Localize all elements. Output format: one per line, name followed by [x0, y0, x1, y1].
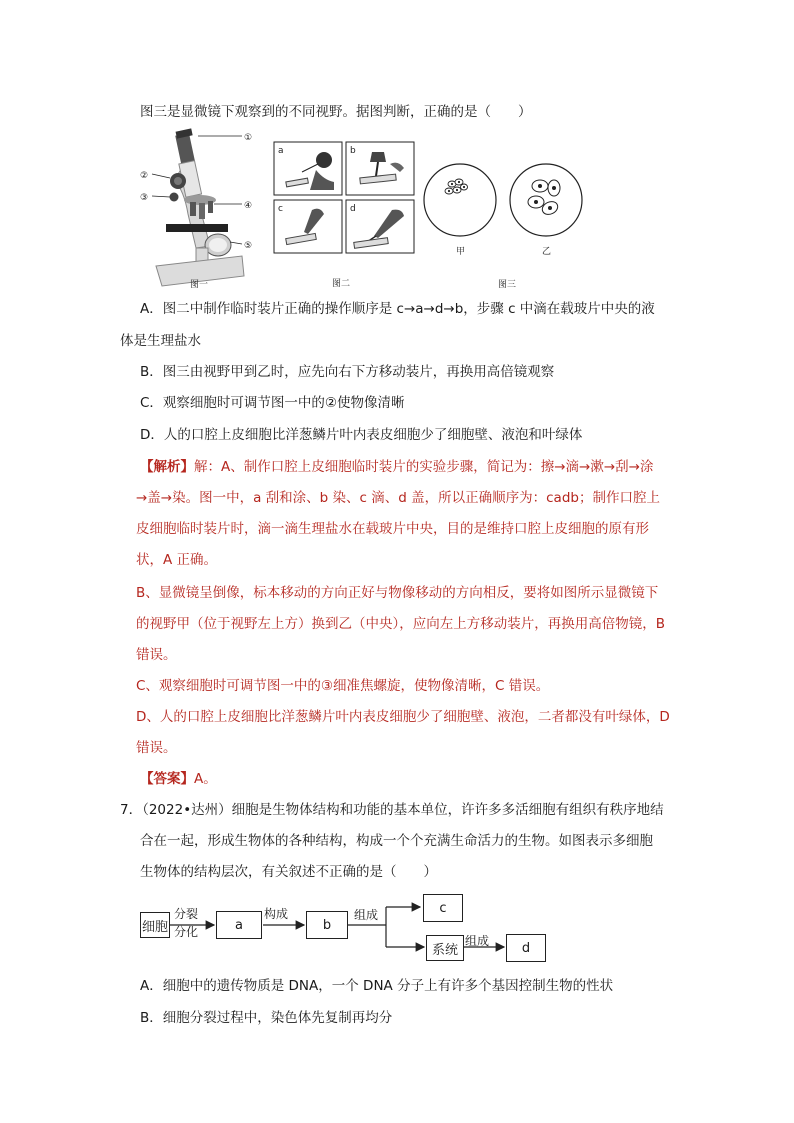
- q7-stem-line1: 7．（2022•达州）细胞是生物体结构和功能的基本单位，许许多多活细胞有组织有秩序地结: [120, 802, 664, 818]
- option-a-line2: 体是生理盐水: [120, 333, 201, 349]
- panel-b-label: b: [350, 146, 356, 156]
- fig1-caption: 图一: [190, 280, 209, 290]
- answer-value: A。: [194, 771, 217, 787]
- answer-tag: 【答案】: [140, 771, 194, 787]
- analysis-line7: 错误。: [136, 647, 177, 663]
- analysis-line3: 皮细胞临时装片时，滴一滴生理盐水在载玻片中央，目的是维持口腔上皮细胞的原有形: [136, 521, 649, 537]
- q7-stem-line2: 合在一起，形成生物体的各种结构，构成一个个充满生命活力的生物。如图表示多细胞: [140, 833, 653, 849]
- system-box: 系统: [426, 935, 464, 961]
- option-b: B．图三由视野甲到乙时，应先向右下方移动装片，再换用高倍镜观察: [140, 364, 555, 380]
- q7-stem-line3: 生物体的结构层次，有关叙述不正确的是（ ）: [140, 864, 437, 880]
- panel-a-label: a: [278, 146, 284, 156]
- q7-option-a: A．细胞中的遗传物质是 DNA，一个 DNA 分子上有许多个基因控制生物的性状: [140, 978, 614, 994]
- marker-3: ③: [140, 193, 149, 203]
- differentiate-label: 分化: [174, 925, 199, 939]
- option-d: D．人的口腔上皮细胞比洋葱鳞片叶内表皮细胞少了细胞壁、液泡和叶绿体: [140, 427, 583, 443]
- analysis-tag: 【解析】: [140, 459, 194, 475]
- box-d: d: [506, 934, 546, 962]
- compose-label-2: 组成: [465, 934, 490, 948]
- microscope-figure: [138, 128, 260, 290]
- analysis-line9: D、人的口腔上皮细胞比洋葱鳞片叶内表皮细胞少了细胞壁、液泡，二者都没有叶绿体，D: [136, 709, 670, 725]
- slide-preparation-figure: [272, 140, 418, 290]
- analysis-line10: 错误。: [136, 740, 177, 756]
- analysis-line5: B、显微镜呈倒像，标本移动的方向正好与物像移动的方向相反，要将如图所示显微镜下: [136, 585, 659, 601]
- box-a: a: [216, 911, 262, 939]
- microscope-views-figure: [422, 160, 584, 290]
- question-stem: 图三是显微镜下观察到的不同视野。据图判断，正确的是（ ）: [140, 104, 532, 120]
- view-jia-label: 甲: [456, 247, 466, 257]
- compose-label-1: 组成: [354, 908, 379, 922]
- cell-box: 细胞: [140, 912, 170, 938]
- box-b: b: [306, 911, 348, 939]
- analysis-line1: 【解析】解：A、制作口腔上皮细胞临时装片的实验步骤，简记为：擦→滴→漱→刮→涂: [140, 459, 654, 475]
- answer-line: [140, 770, 217, 788]
- analysis-line6: 的视野甲（位于视野左上方）换到乙（中央），应向左上方移动装片，再换用高倍物镜，B: [136, 616, 666, 632]
- box-c: c: [423, 894, 463, 922]
- analysis-line2: →盖→染。图一中，a 刮和涂、b 染、c 滴、d 盖，所以正确顺序为：cadb；制作口腔上: [136, 490, 660, 506]
- fig3-caption: 图三: [498, 280, 517, 290]
- view-yi-label: 乙: [542, 247, 552, 257]
- panel-d-label: d: [350, 204, 356, 214]
- q7-option-b: B．细胞分裂过程中，染色体先复制再均分: [140, 1010, 393, 1026]
- marker-2: ②: [140, 171, 149, 181]
- form-label: 构成: [264, 907, 289, 921]
- panel-c-label: c: [278, 204, 283, 214]
- fig2-caption: 图二: [332, 279, 351, 289]
- option-c: C．观察细胞时可调节图一中的②使物像清晰: [140, 395, 405, 411]
- split-label: 分裂: [174, 907, 199, 921]
- marker-4: ④: [244, 201, 253, 211]
- marker-1: ①: [244, 133, 253, 143]
- analysis-line8: C、观察细胞时可调节图一中的③细准焦螺旋，使物像清晰，C 错误。: [136, 678, 550, 694]
- analysis-line4: 状，A 正确。: [136, 552, 218, 568]
- marker-5: ⑤: [244, 241, 253, 251]
- option-a-line1: A．图二中制作临时装片正确的操作顺序是 c→a→d→b，步骤 c 中滴在载玻片中央的液: [140, 301, 655, 317]
